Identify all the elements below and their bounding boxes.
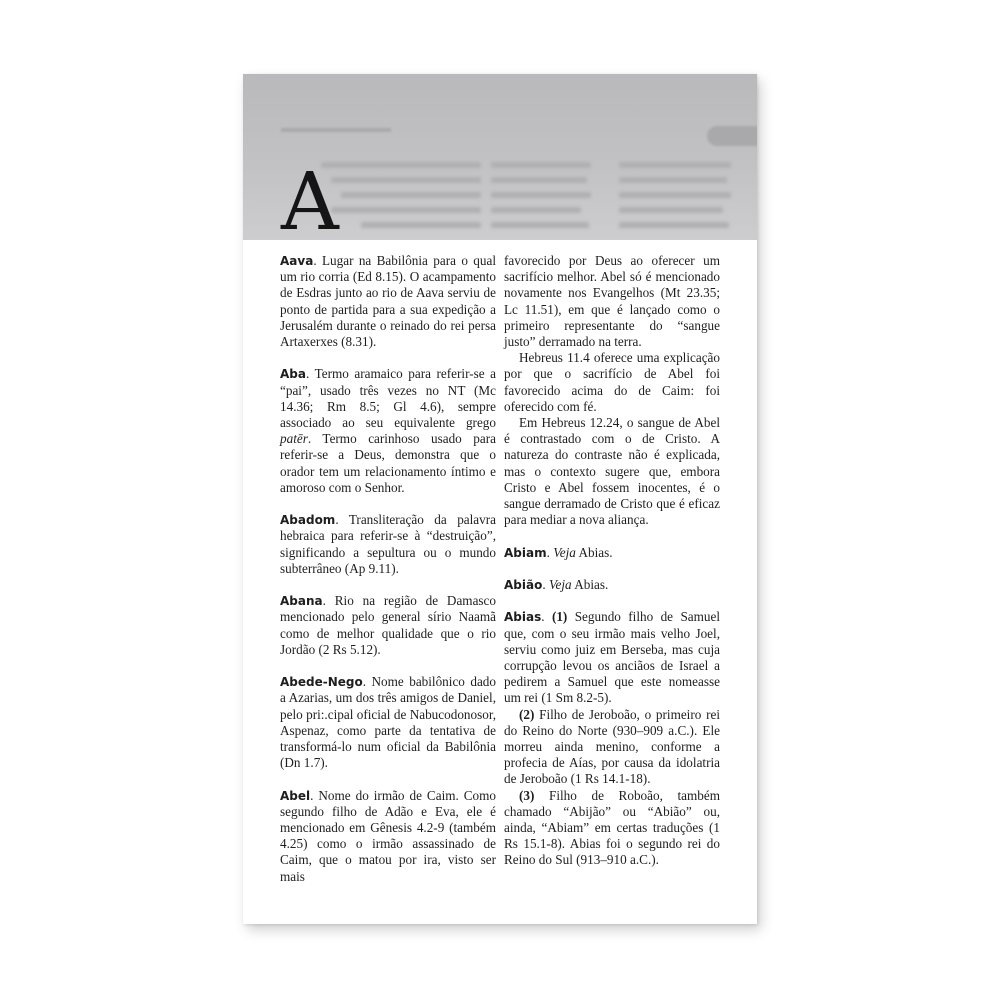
entry-abana (280, 593, 496, 658)
entry-paragraph (504, 415, 720, 528)
entry-text: . Nome do irmão de Caim. Como segundo filho de Adão e Eva, ele é mencionado em Gênesis 4.2-9 (também 4.25) como o irmão assassinado de Caim, que o matou por ira, visto ser mais (280, 787, 496, 884)
entry-abel (280, 788, 496, 885)
entry-text: Hebreus 11.4 oferece uma explicação por que o sacrifício de Abel foi favorecido acima do de Caim: foi oferecido com fé. (504, 350, 720, 414)
entry-aava (280, 253, 496, 350)
entry-text: Em Hebreus 12.24, o sangue de Abel é contrastado com o de Cristo. A natureza do contraste não é explicada, mas o contexto sugere que, embora Cristo e Abel fossem inocentes, é o sangue derramado de Cristo que é eficaz para mediar a nova aliança. (504, 415, 720, 528)
bleed-through-running-head (281, 128, 391, 132)
entry-text: . (542, 577, 549, 593)
entry-paragraph (280, 788, 496, 885)
entry-paragraph (280, 253, 496, 350)
entry-abiam (504, 545, 720, 561)
entry-abadom (280, 512, 496, 577)
headword: Abana (280, 594, 323, 609)
entry-text: . (541, 609, 552, 625)
entry-text: Segundo filho de Samuel que, com o seu irmão mais velho Joel, serviu como juiz em Berseba, mas cuja corrupção levou os anciãos de Israel a pedirem a Samuel que este nomeasse um rei (1 Sm 8.2-5). (504, 609, 720, 706)
section-letter: A (281, 155, 339, 240)
bleed-through-text-mid (491, 162, 601, 237)
left-column (280, 253, 496, 901)
entry-text: Filho de Roboão, também chamado “Abijão” ou “Abião” ou, ainda, “Abiam” em certas traduções (1 Rs 15.1-8). Abias foi o segundo rei do Reino do Sul (913–910 a.C.). (504, 787, 720, 868)
entry-paragraph (280, 593, 496, 658)
entry-paragraph (280, 512, 496, 577)
headword: Abiam (504, 545, 547, 560)
entry-paragraph (504, 707, 720, 788)
entry-abias (504, 609, 720, 868)
entry-text: . Transliteração da palavra hebraica para referir-se à “destruição”, significando a sepultura ou o mundo subterrâneo (Ap 9.11). (280, 512, 496, 576)
bleed-through-text-right (619, 162, 739, 237)
entry-paragraph (504, 788, 720, 869)
entry-abede-nego (280, 674, 496, 771)
dictionary-page (243, 74, 757, 924)
entry-paragraph (504, 545, 720, 561)
right-column (504, 253, 720, 885)
italic-text: Veja (553, 544, 576, 560)
entry-paragraph (280, 674, 496, 771)
entry-paragraph (504, 609, 720, 706)
entry-text: . (546, 544, 554, 560)
italic-text: patēr (280, 431, 308, 447)
entry-paragraph (280, 366, 496, 496)
entry-text: . Rio na região de Damasco mencionado pelo general sírio Naamã como de melhor qualidade que o rio Jordão (2 Rs 5.12). (280, 593, 496, 657)
entry-paragraph (504, 577, 720, 593)
headword: Aava (280, 254, 314, 268)
entry-text: Abias. (575, 544, 613, 560)
entry-text: . Lugar na Babilônia para o qual um rio corria (Ed 8.15). O acampamento de Esdras junto ao rio de Aava serviu de ponto de partida para a sua expedição a Jerusalém durante o reinado do rei persa Artaxerxes (8.31). (280, 253, 496, 350)
entry-text: . Termo aramaico para referir-se a “pai”, usado três vezes no NT (Mc 14.36; Rm 8.5; Gl 4.6), sempre associado ao seu equivalente grego (280, 366, 496, 431)
entry-paragraph (504, 253, 720, 350)
entry-aba (280, 366, 496, 496)
italic-text: Veja (548, 577, 572, 593)
headword: Abede-Nego (280, 675, 363, 690)
bleed-through-thumb-tab (707, 126, 757, 146)
headword: Abel (280, 788, 311, 803)
sense-number: (3) (519, 787, 535, 803)
entry-text: . Termo carinhoso usado para referir-se a Deus, demonstra que o orador tem um relacionamento íntimo e amoroso com o Senhor. (280, 431, 496, 495)
headword: Aba (280, 367, 306, 382)
entry-text: favorecido por Deus ao oferecer um sacrifício melhor. Abel só é mencionado novamente nos Evangelhos (Mt 23.35; Lc 11.51), em que é lançado como o primeiro representante do “sangue justo” derramado na terra. (504, 253, 720, 350)
entry-abel-cont (504, 253, 720, 528)
sense-number: (2) (519, 706, 535, 722)
sense-number: (1) (551, 609, 568, 625)
entry-text: Abias. (571, 577, 609, 593)
headword: Abião (504, 578, 543, 593)
entry-text: Filho de Jeroboão, o primeiro rei do Reino do Norte (930–909 a.C.). Ele morreu ainda menino, conforme a profecia de Aías, por causa da idolatria de Jeroboão (1 Rs 14.1-18). (504, 706, 720, 787)
header-band (243, 74, 757, 240)
headword: Abadom (280, 513, 336, 528)
entry-paragraph (504, 350, 720, 415)
entry-abiao (504, 577, 720, 593)
entry-text: . Nome babilônico dado a Azarias, um dos três amigos de Daniel, pelo pri:.cipal oficial de Nabucodonosor, Aspenaz, como parte da tentativa de transformá-lo num oficial da Babilônia (Dn 1.7). (280, 674, 496, 771)
headword: Abias (504, 610, 542, 625)
